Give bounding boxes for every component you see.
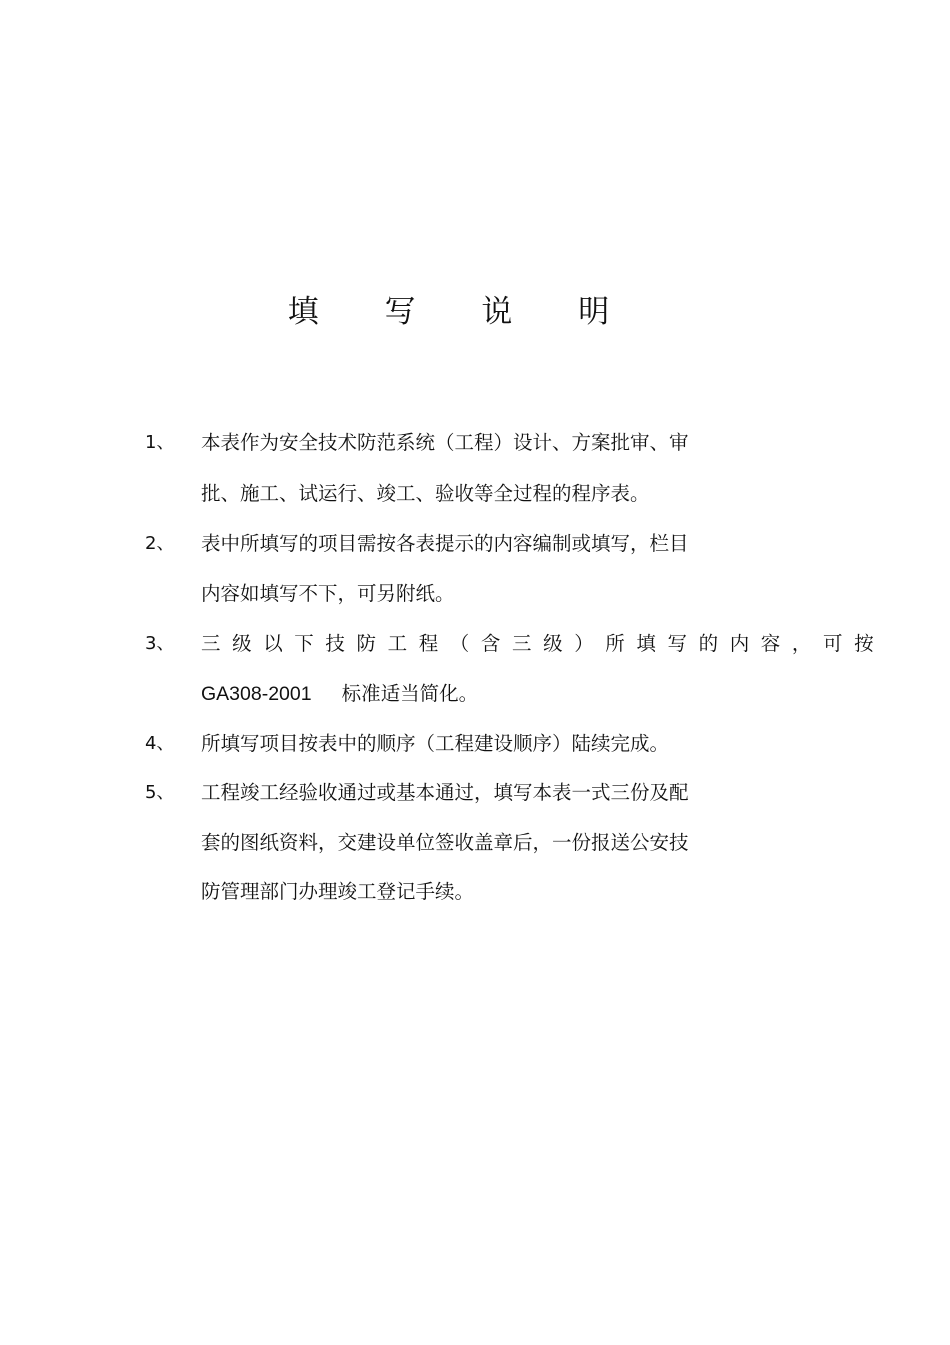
item-number: 3、 — [145, 633, 175, 654]
item-text-line: 内容如填写不下，可另附纸。 — [201, 582, 455, 605]
item-text-line: 本表作为安全技术防范系统（工程）设计、方案批审、审 — [201, 431, 689, 454]
item-number: 5、 — [145, 782, 175, 803]
item-text-line: 三级以下技防工程（含三级）所填写的内容，可按 — [201, 632, 886, 655]
item-number: 2、 — [145, 533, 175, 554]
standard-code: GA308-2001 — [201, 683, 312, 705]
item-text-line: 防管理部门办理竣工登记手续。 — [201, 880, 475, 903]
item-text-line: 工程竣工经验收通过或基本通过，填写本表一式三份及配 — [201, 781, 689, 804]
item-number: 1、 — [145, 432, 175, 453]
item-text-line: 套的图纸资料，交建设单位签收盖章后，一份报送公安技 — [201, 831, 689, 854]
item-text-line — [201, 679, 478, 709]
item-text-line: 表中所填写的项目需按各表提示的内容编制或填写，栏目 — [201, 532, 689, 555]
page-title: 填 写 说 明 — [287, 294, 638, 330]
item-text-line: 批、施工、试运行、竣工、验收等全过程的程序表。 — [201, 482, 650, 505]
item-text-suffix: 标准适当简化。 — [341, 682, 479, 705]
item-number: 4、 — [145, 733, 175, 754]
item-text-line: 所填写项目按表中的顺序（工程建设顺序）陆续完成。 — [201, 732, 670, 755]
